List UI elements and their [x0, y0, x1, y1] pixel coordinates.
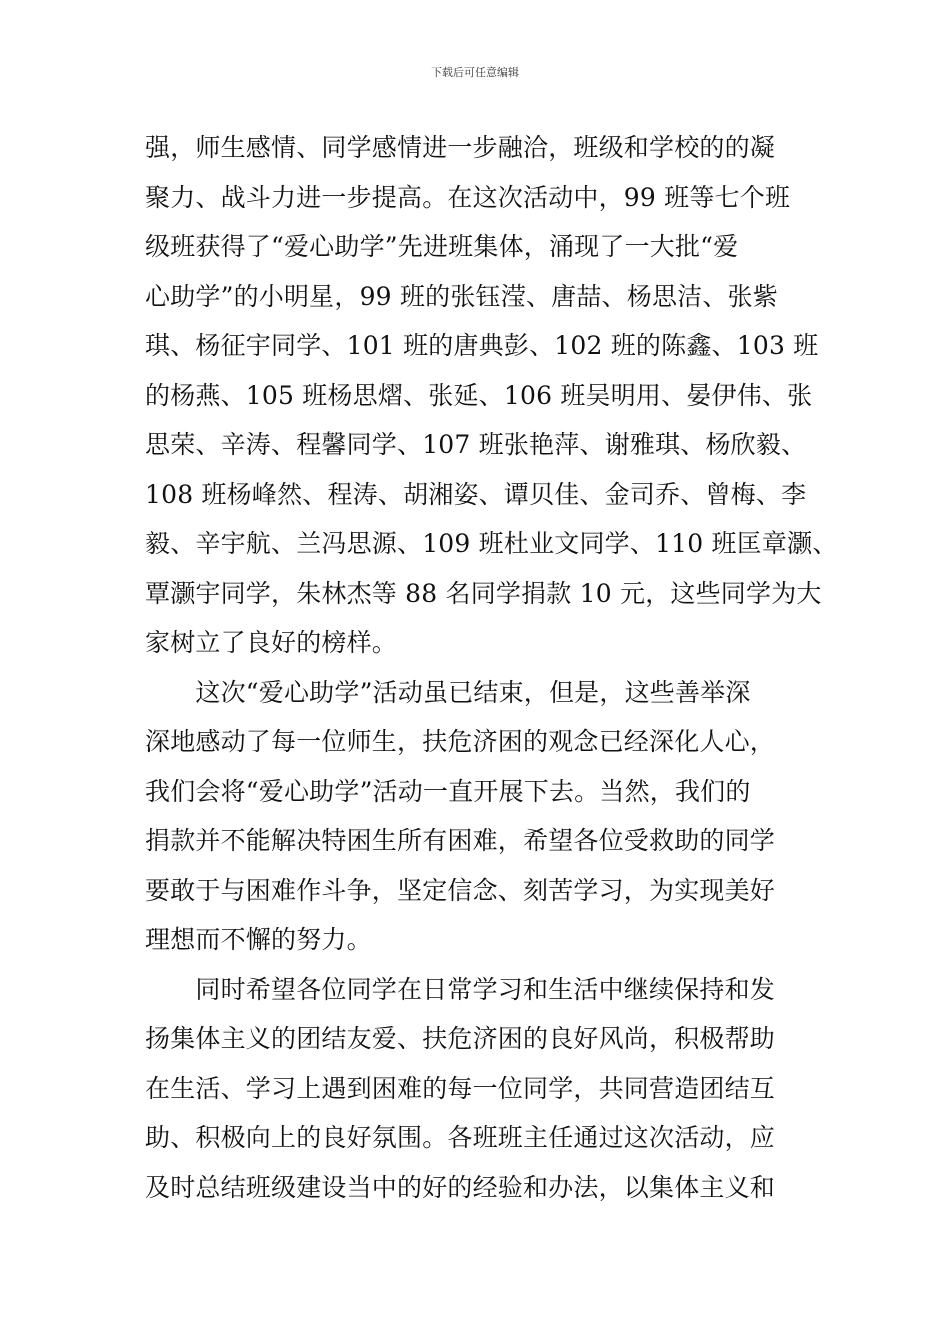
- text-line: 扬集体主义的团结友爱、扶危济困的良好风尚，积极帮助: [145, 1024, 776, 1053]
- text-line: 的杨燕、105 班杨思熠、张延、106 班吴明用、晏伊伟、张: [145, 380, 813, 410]
- text-line: 及时总结班级建设当中的好的经验和办法，以集体主义和: [145, 1172, 776, 1202]
- text-line: 覃灏宇同学，朱林杰等 88 名同学捐款 10 元，这些同学为大: [145, 578, 822, 608]
- text-line: 级班获得了“爱心助学”先进班集体，涌现了一大批“爱: [145, 232, 739, 261]
- text-line: 108 班杨峰然、程涛、胡湘姿、谭贝佳、金司乔、曾梅、李: [145, 479, 807, 509]
- text-line: 琪、杨征宇同学、101 班的唐典彭、102 班的陈鑫、103 班: [145, 331, 819, 360]
- text-line: 聚力、战斗力进一步提高。在这次活动中，99 班等七个班: [145, 182, 791, 212]
- text-line: 理想而不懈的努力。: [145, 925, 372, 954]
- text-line: 在生活、学习上遇到困难的每一位同学，共同营造团结互: [145, 1073, 776, 1103]
- text-line: 思荣、辛涛、程馨同学、107 班张艳萍、谢雅琪、杨欣毅、: [145, 430, 807, 459]
- text-line: 家树立了良好的榜样。: [145, 628, 398, 657]
- text-line: 心助学”的小明星，99 班的张钰滢、唐喆、杨思洁、张紫: [145, 281, 778, 311]
- page-header-note: 下载后可任意编辑: [431, 66, 519, 79]
- text-line: 要敢于与困难作斗争，坚定信念、刻苦学习，为实现美好: [145, 875, 776, 905]
- text-line: 助、积极向上的良好氛围。各班班主任通过这次活动，应: [145, 1123, 776, 1152]
- text-line: 强，师生感情、同学感情进一步融洽，班级和学校的的凝: [145, 133, 776, 162]
- document-body: [145, 123, 838, 1212]
- paragraph-3: [145, 965, 825, 1213]
- paragraph-1: [145, 123, 838, 668]
- text-line: 这次“爱心助学”活动虽已结束，但是，这些善举深: [145, 677, 751, 707]
- text-line: 同时希望各位同学在日常学习和生活中继续保持和发: [145, 974, 776, 1004]
- text-line: 深地感动了每一位师生，扶危济困的观念已经深化人心，: [145, 727, 776, 756]
- paragraph-2: [145, 668, 825, 965]
- text-line: 我们会将“爱心助学”活动一直开展下去。当然，我们的: [145, 776, 751, 806]
- text-line: 毅、辛宇航、兰冯思源、109 班杜业文同学、110 班匡章灏、: [145, 529, 838, 558]
- text-line: 捐款并不能解决特困生所有困难，希望各位受救助的同学: [145, 826, 776, 855]
